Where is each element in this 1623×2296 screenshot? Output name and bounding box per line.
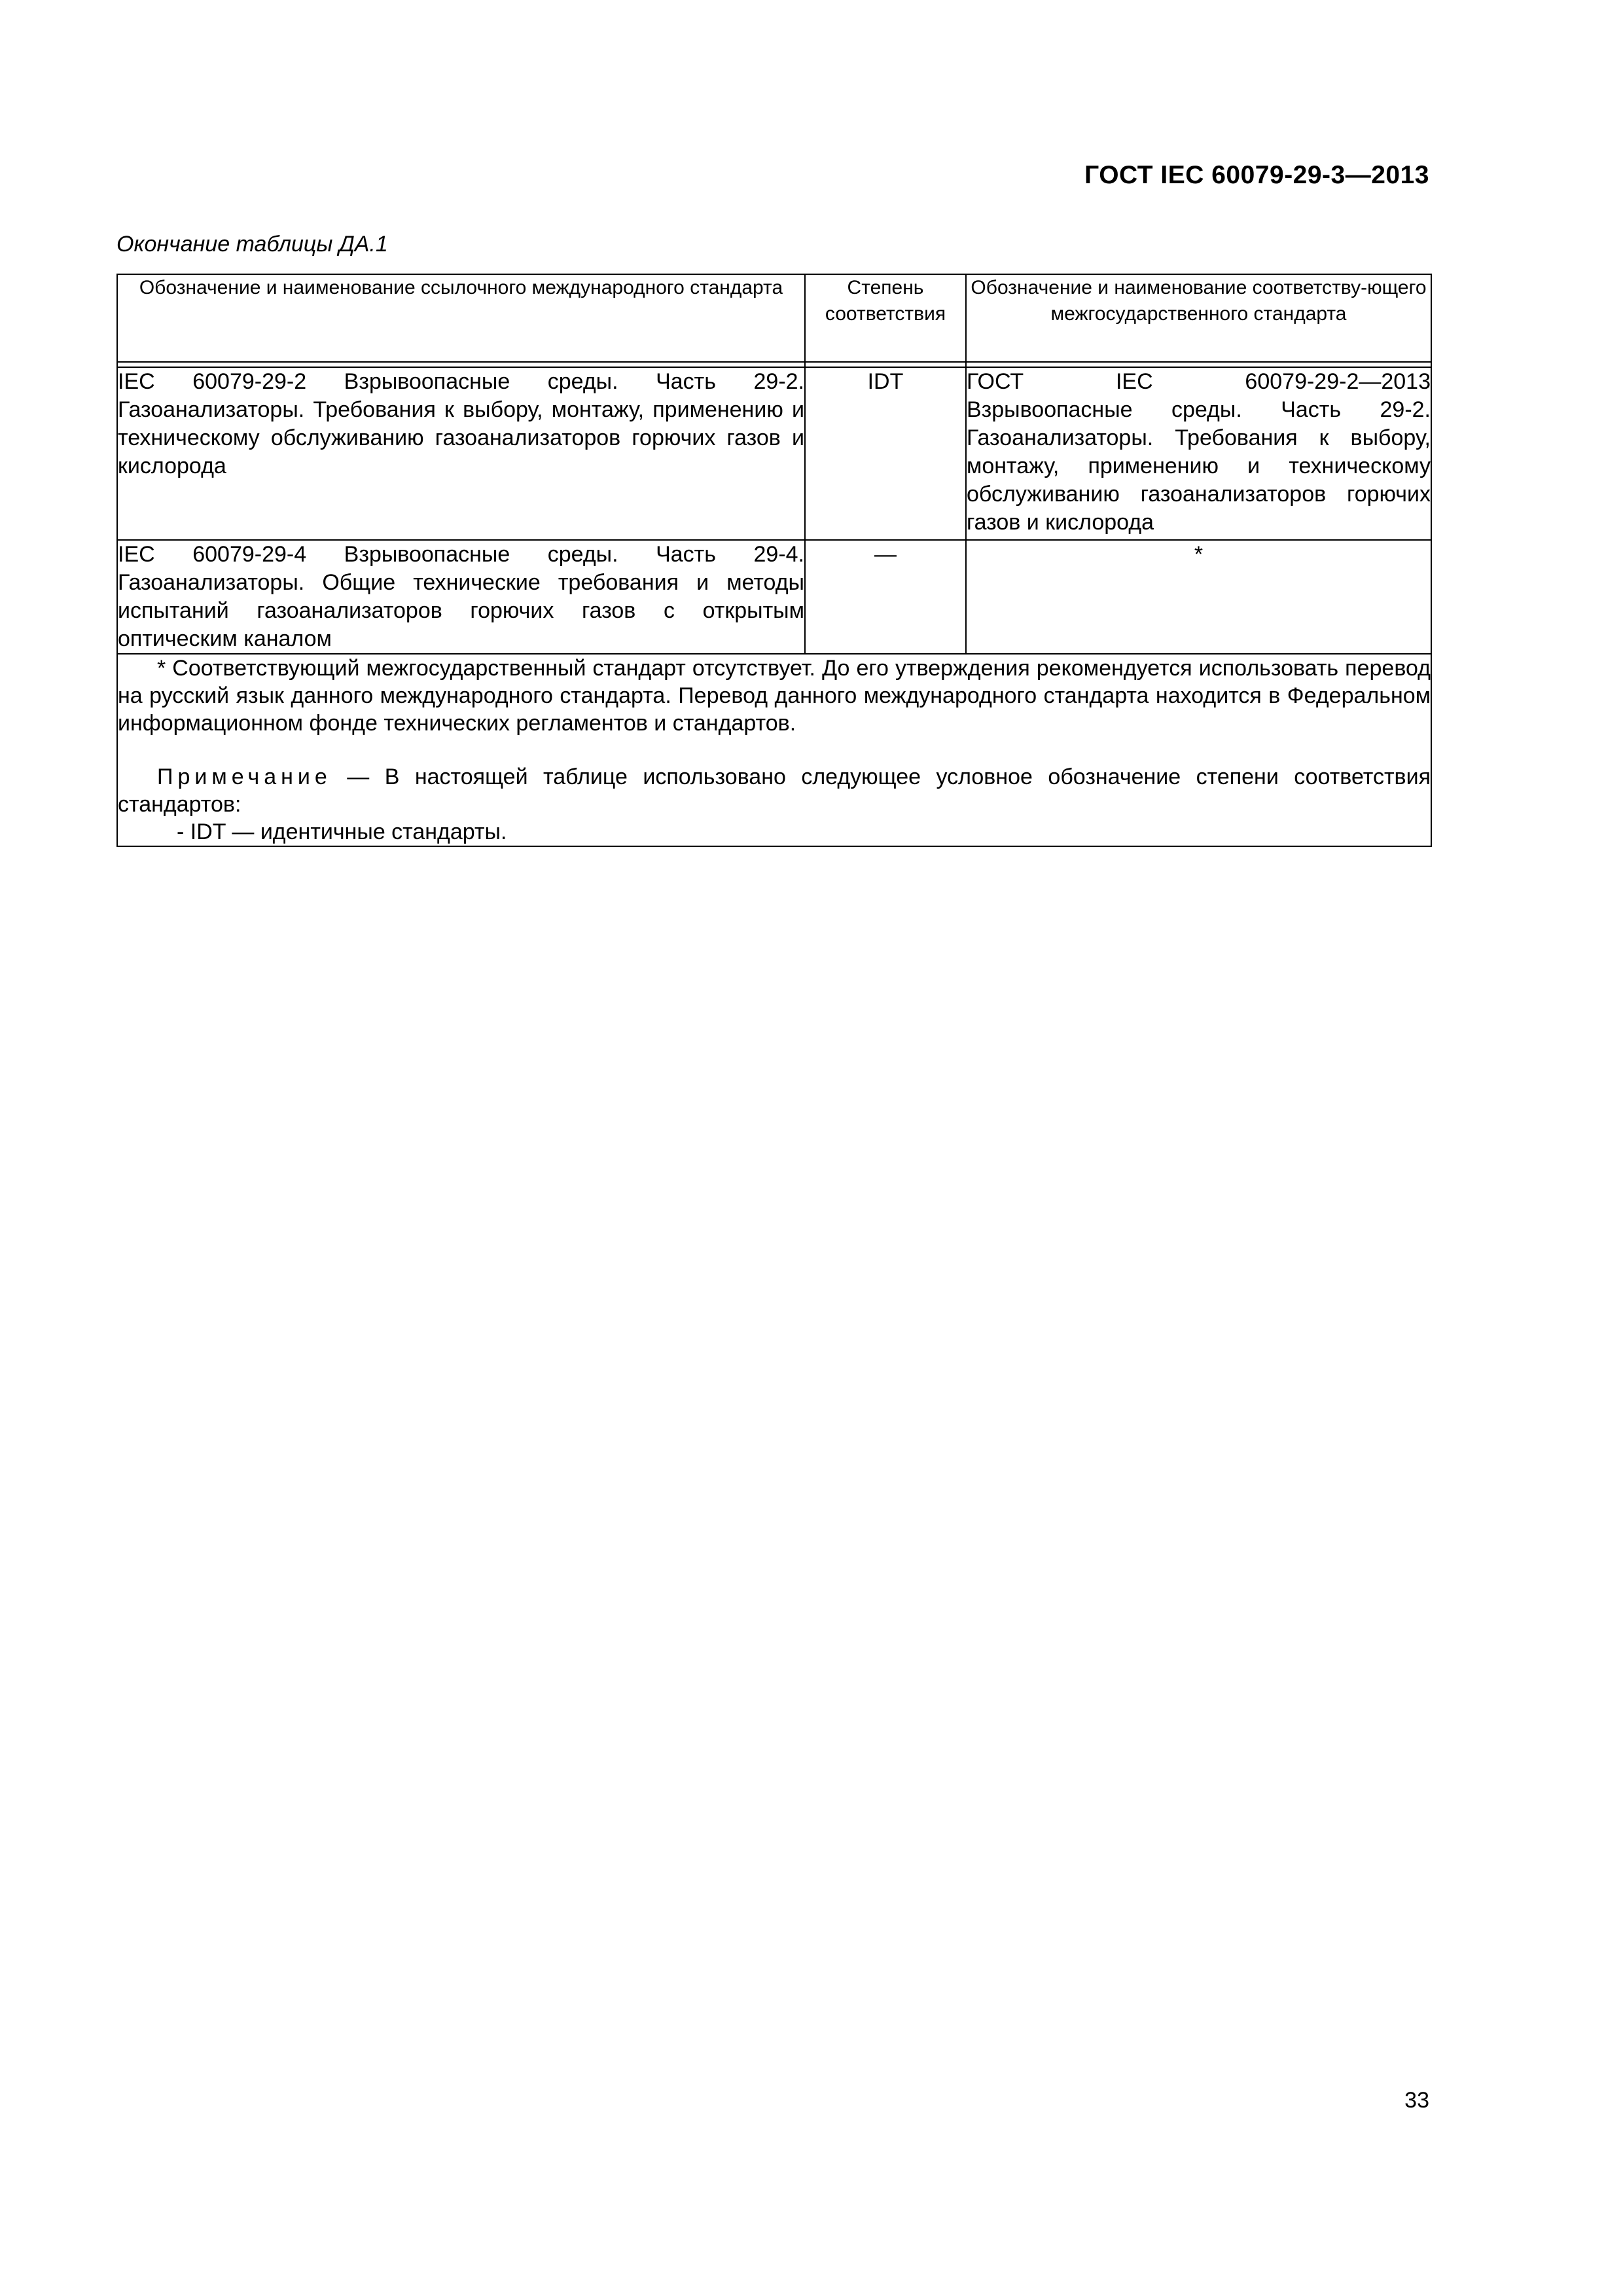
table-footnote: * Соответствующий межгосударственный стандарт отсутствует. До его утверждения рекомендуется использовать перевод на русский язык данного международного стандарта. Перевод данного международного стандарта находится в Федеральном информационном фонде технических регламентов и стандартов. — [118, 656, 1431, 736]
table-caption: Окончание таблицы ДА.1 — [116, 232, 388, 257]
note-list-item: - IDT — идентичные стандарты. — [177, 819, 507, 844]
cell-interstate-standard: * — [966, 540, 1431, 654]
table-row — [117, 540, 1431, 654]
cell-interstate-standard: ГОСТ IEC 60079-29-2—2013 Взрывоопасные среды. Часть 29-2. Газоанализаторы. Требования к выбору, монтажу, применению и техническому обслуживанию газоанализаторов горючих газов и кислорода — [966, 367, 1431, 540]
cell-international-standard: IEC 60079-29-2 Взрывоопасные среды. Часть 29-2. Газоанализаторы. Требования к выбору, монтажу, применению и техническому обслуживанию газоанализаторов горючих газов и кислорода — [117, 367, 805, 540]
column-header-interstate: Обозначение и наименование соответству-ющего межгосударственного стандарта — [966, 274, 1431, 362]
table-header-row — [117, 274, 1431, 362]
table-notes-cell — [117, 654, 1431, 846]
column-header-international: Обозначение и наименование ссылочного международного стандарта — [117, 274, 805, 362]
cell-degree: IDT — [805, 367, 966, 540]
reference-standards-table — [116, 274, 1432, 847]
cell-degree: — — [805, 540, 966, 654]
note-text: В настоящей таблице использовано следующее условное обозначение степени соответствия стандартов: — [118, 764, 1431, 817]
document-code-header: ГОСТ IEC 60079-29-3—2013 — [1084, 161, 1429, 189]
page-number: 33 — [1404, 2088, 1429, 2113]
header-separator — [117, 362, 1431, 367]
table-row — [117, 367, 1431, 540]
table-footer-row — [117, 654, 1431, 846]
table-note — [118, 763, 1431, 818]
note-dash: — — [331, 764, 385, 789]
note-label: Примечание — [157, 764, 332, 789]
reference-table-container — [116, 274, 1431, 847]
column-header-degree: Степень соответствия — [805, 274, 966, 362]
cell-international-standard: IEC 60079-29-4 Взрывоопасные среды. Часть 29-4. Газоанализаторы. Общие технические требования и методы испытаний газоанализаторов горючих газов с открытым оптическим каналом — [117, 540, 805, 654]
